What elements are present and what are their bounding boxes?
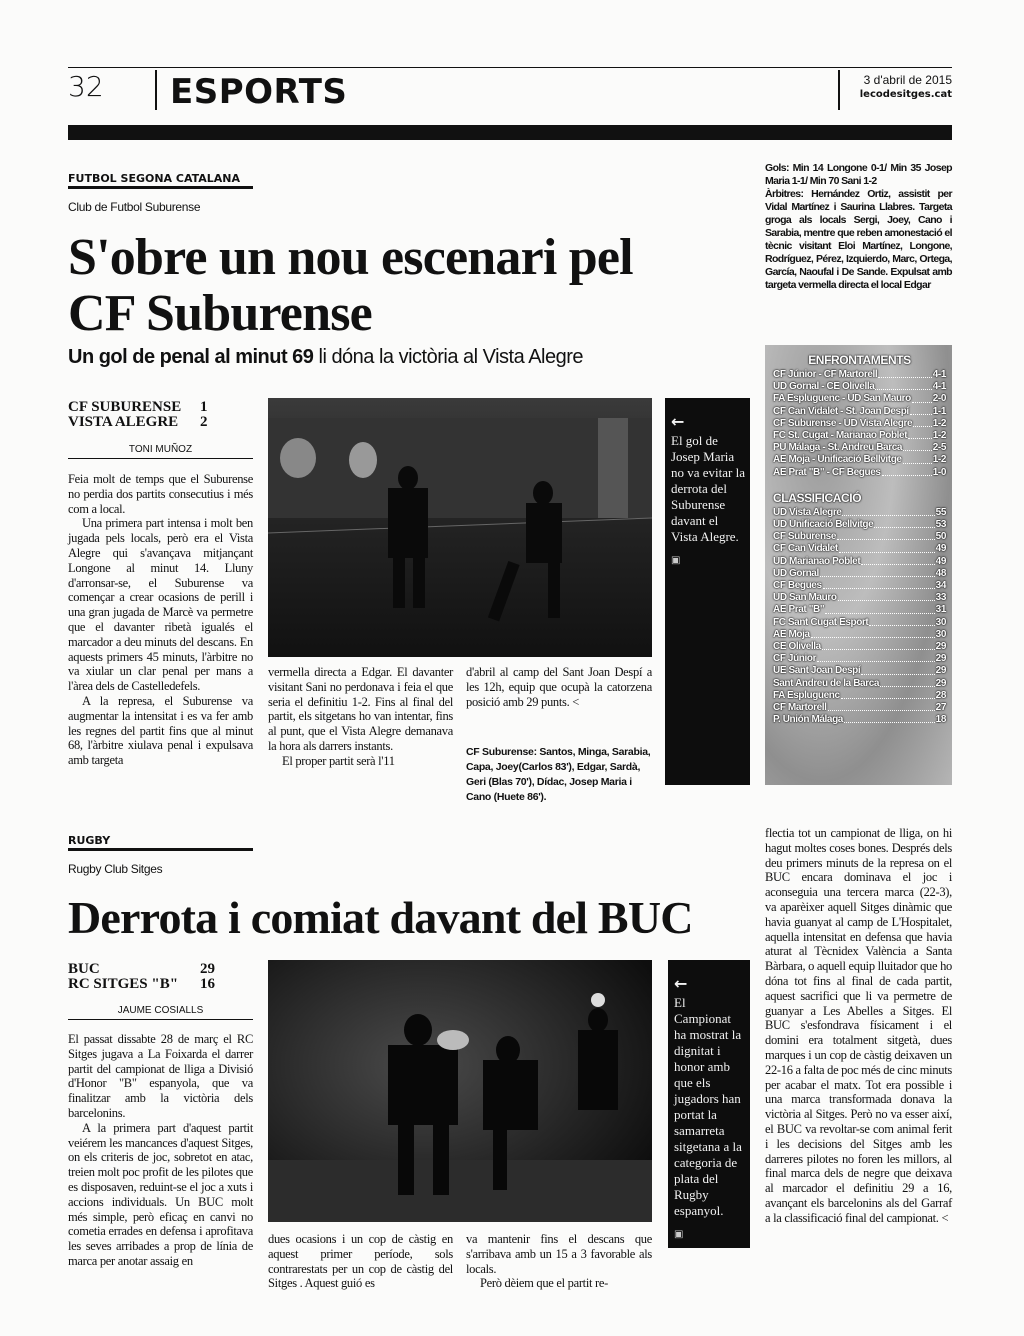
standing-row [773, 592, 946, 604]
standing-name: FC Sant Cugat Esport [773, 616, 869, 628]
standing-value: 18 [935, 714, 946, 726]
standing-name: AE Prat "B" [773, 604, 825, 616]
standing-value: 34 [935, 580, 946, 592]
paragraph: dues ocasions i un cop de càstig en aquest primer període, sols contrarestats per un cop de càstig del Sitges . Aquest guió es [268, 1232, 453, 1291]
standings-title: CLASSIFICACIÓ [773, 490, 862, 505]
standing-row [773, 568, 946, 580]
team-name: CF SUBURENSE [68, 399, 182, 415]
paragraph: A la represa, el Suburense va augmentar la intensitat i es va fer amb les regnes del partit fins que al minut 68, l'àrbitre xiulava penal i expulsava amb targeta [68, 693, 253, 768]
match-row [773, 381, 946, 393]
article-column [466, 665, 652, 709]
paragraph: vermella directa a Edgar. El davanter visitant Sani no perdonava i feia el que seria el definitiu 1-2. Fins al final del partit, els sitgetans ho van intentar, fins al punt, que el Vista Alegre demanava la hora als darrers instants. [268, 665, 453, 753]
standing-row [773, 519, 946, 531]
dot-leader [861, 674, 934, 675]
standing-value: 29 [935, 641, 946, 653]
standing-value: 30 [935, 628, 946, 640]
standing-name: UD San Mauro [773, 592, 837, 604]
match-value: 1-1 [932, 405, 946, 417]
standing-name: CF Martorell [773, 702, 827, 714]
scoreboard [68, 962, 253, 992]
match-name: PU Málaga - St. Andreu Barca [773, 442, 903, 454]
header-black-bar [68, 125, 952, 140]
match-row [773, 467, 946, 479]
match-name: CF Júnior - CF Martorell [773, 369, 878, 380]
section-title: ESPORTS [170, 72, 348, 112]
goals-text: Gols: Min 14 Longone 0-1/ Min 35 Josep Maria 1-1/ Min 70 Sani 1-2 [765, 162, 952, 187]
article-category: FUTBOL SEGONA CATALANA [68, 172, 241, 185]
match-name: CF Can Vidalet - St. Joan Despí [773, 405, 909, 417]
article-headline: Derrota i comiat davant del BUC [68, 892, 693, 943]
photo-caption [665, 398, 750, 785]
matches-list [773, 369, 946, 479]
dot-leader [844, 722, 935, 723]
scoreboard [68, 400, 253, 430]
team-score: 16 [200, 976, 215, 992]
camera-icon: ▣ [671, 555, 681, 566]
match-row [773, 393, 946, 405]
arrow-left-icon: ← [671, 412, 685, 431]
standing-value: 30 [935, 616, 946, 628]
match-row [773, 430, 946, 442]
match-name: UD Gornal - CE Olivella [773, 381, 875, 393]
dot-leader [823, 588, 935, 589]
match-name: AE Prat "B" - CF Begues [773, 466, 881, 478]
subhead-bold: Un gol de penal al minut 69 [68, 346, 314, 368]
match-value: 1-0 [932, 466, 946, 478]
dot-leader [837, 539, 935, 540]
match-name: CF Suburense - UD Vista Alegre [773, 417, 913, 429]
standing-name: AE Moja [773, 628, 810, 640]
standing-row [773, 690, 946, 702]
standing-name: CF Júnior [773, 653, 817, 665]
match-details [765, 162, 952, 292]
header-divider [838, 70, 840, 110]
standing-value: 53 [935, 519, 946, 531]
article-headline [68, 230, 633, 342]
dot-leader [820, 576, 935, 577]
dot-leader [913, 426, 932, 427]
standings-list [773, 507, 946, 727]
match-photo [268, 398, 652, 657]
match-value: 2-0 [932, 393, 946, 405]
team-name: BUC [68, 961, 100, 977]
arrow-left-icon: ← [674, 974, 688, 993]
standing-name: P. Unión Málaga [773, 714, 843, 726]
dot-leader [841, 698, 935, 699]
standing-name: UD Unificació Bellvitge [773, 519, 874, 531]
byline: JAUME COSIALLS [68, 1005, 253, 1020]
match-name: FC St. Cugat - Marianao Poblet [773, 430, 908, 442]
match-row [773, 406, 946, 418]
article-category: RUGBY [68, 834, 111, 847]
standing-value: 27 [935, 702, 946, 714]
standing-value: 29 [935, 653, 946, 665]
match-name: FA Espluguenc - UD San Mauro [773, 393, 911, 405]
article-subhead [68, 346, 583, 369]
standing-row [773, 543, 946, 555]
dot-leader [875, 389, 931, 390]
standing-row [773, 653, 946, 665]
dot-leader [869, 625, 934, 626]
dot-leader [839, 552, 935, 553]
standing-value: 50 [935, 531, 946, 543]
dot-leader [882, 475, 932, 476]
standing-name: FA Espluguenc [773, 689, 840, 701]
matches-title: ENFRONTAMENTS [808, 353, 911, 367]
header-divider [155, 70, 157, 110]
standing-row [773, 641, 946, 653]
match-value: 2-5 [932, 442, 946, 454]
dot-leader [861, 564, 934, 565]
standing-value: 31 [935, 604, 946, 616]
standing-value: 29 [935, 665, 946, 677]
dot-leader [822, 649, 935, 650]
team-score: 29 [200, 961, 215, 977]
standing-value: 29 [935, 677, 946, 689]
camera-icon: ▣ [674, 1229, 684, 1240]
standing-value: 49 [935, 543, 946, 555]
issue-date: 3 d'abril de 2015 [863, 73, 952, 87]
standing-name: CF Begues [773, 580, 822, 592]
dot-leader [817, 661, 935, 662]
article-column [68, 1032, 253, 1269]
match-row [773, 418, 946, 430]
score-row [68, 977, 253, 992]
standing-row [773, 702, 946, 714]
dot-leader [903, 463, 932, 464]
standing-value: 55 [935, 506, 946, 518]
team-name: RC SITGES "B" [68, 976, 179, 992]
photo-rugby-players [268, 960, 652, 1222]
team-name: VISTA ALEGRE [68, 414, 179, 430]
headline-line: S'obre un nou escenari pel [68, 229, 633, 286]
standing-value: 49 [935, 555, 946, 567]
paragraph: Una primera part intensa i molt ben jugada pels locals, però era el Vista Alegre qui s'avançava mitjançant Longone al minut 14. Lluny d'arronsar-se, el Suburense va començar a crear ocasions de perill i una gran jugada de Marcè va permetre que el davanter ribetà igualés el marcador a deu minuts del descans. En aquests primers 45 minuts, l'àrbitre no va xiular un clar penal per mans a l'àrea dels de Castelledefels. [68, 516, 253, 694]
standing-name: CF Can Vidalet [773, 543, 838, 555]
standing-value: 33 [935, 592, 946, 604]
dot-leader [838, 600, 935, 601]
dot-leader [878, 377, 931, 378]
category-rule [68, 848, 253, 851]
match-row [773, 369, 946, 381]
dot-leader [874, 527, 934, 528]
paragraph: Feia molt de temps que el Suburense no perdia dos partits consecutius i més com a local. [68, 472, 253, 516]
article-column [765, 826, 952, 1226]
article-column [466, 1232, 652, 1291]
match-value: 1-2 [932, 454, 946, 466]
referees-text: Àrbitres: Hernández Ortiz, assistit per Vidal Martínez i Saurina Llabres. Targeta groga als locals Sergi, Joey, Cano i Sarabia, mentre que reben amonestació el tècnic visitant Eloi Martínez, Longone, Rodríguez, Pérez, Izquierdo, Marc, Ortega, García, Naoufal i De Sande. Expulsat amb targeta vermella directa el local Edgar [765, 188, 952, 291]
photo-football-players [268, 398, 652, 657]
score-row [68, 415, 253, 430]
paragraph: flectia tot un campionat de lliga, on hi hagut moltes coses bones. Després dels deu primers minuts de la represa on el BUC encara dominava el joc i aconseguia una tercera marca (22-3), va aparèixer aquell Sitges dinàmic que havia guanyat al camp de L'Hospitalet, aquella intensitat en defensa que havia aturat al Tècnidex València a Santa Bàrbara, o aquell equip lluitador que ho dóna tot fins al final de cada partit, aquest sacrifici que li va permetre de guanyar a Les Abelles a Sitges. El BUC s'esfondrava físicament i el domini era totalment sitgetà, dues marques i un cop de càstig deixaven un 22-16 a falta de poc més de cinc minuts per acabar el matx. Tot era possible i una marca transformada donava la victòria al Sitges. Però no va esser així, el BUC va revoltar-se com animal ferit i les decisions del Sitges amb les darreres pilotes no foren les millors, al final marca dels de negre que deixava al marcador el definitiu 29 a 16, avançant els barcelonins als del Garraf a la classificació final del campionat. < [765, 826, 952, 1225]
standing-row [773, 580, 946, 592]
match-value: 1-2 [932, 417, 946, 429]
standing-row [773, 507, 946, 519]
header-top-rule [68, 67, 952, 68]
match-row [773, 454, 946, 466]
paragraph: El proper partit serà l'11 [282, 753, 395, 768]
caption-text: El Campionat ha mostrat la dignitat i honor amb que els jugadors han portat la samarreta sitgetana a la categoria de plata del Rugby espanyol. [674, 995, 742, 1218]
headline-line: CF Suburense [68, 285, 372, 342]
byline: TONI MUÑOZ [68, 444, 253, 459]
standing-value: 48 [935, 567, 946, 579]
page-number: 32 [68, 70, 104, 103]
paragraph: El passat dissabte 28 de març el RC Sitges jugava a La Foixarda el darrer partit del campionat de lliga a Divisió d'Honor "B" espanyola, que va finalitzar amb la victòria dels barcelonins. [68, 1032, 253, 1120]
team-score: 2 [200, 414, 208, 430]
dot-leader [903, 450, 932, 451]
dot-leader [912, 402, 932, 403]
dot-leader [910, 414, 932, 415]
standing-row [773, 604, 946, 616]
standing-row [773, 678, 946, 690]
dot-leader [825, 613, 934, 614]
standing-row [773, 531, 946, 543]
article-club: Club de Futbol Suburense [68, 200, 201, 214]
match-photo [268, 960, 652, 1222]
standing-name: Sant Andreu de la Barca [773, 677, 880, 689]
photo-caption [668, 960, 750, 1248]
standing-name: UD Marianao Poblet [773, 555, 861, 567]
dot-leader [880, 686, 935, 687]
standing-name: UD Gornal [773, 567, 819, 579]
standing-row [773, 556, 946, 568]
article-column [268, 1232, 453, 1291]
caption-text: El gol de Josep Maria no va evitar la derrota del Suburense davant el Vista Alegre. [671, 433, 745, 544]
paragraph: d'abril al camp del Sant Joan Despí a les 12h, equip que ocupà la catorzena posició amb 29 punts. < [466, 665, 652, 709]
article-club: Rugby Club Sitges [68, 862, 163, 876]
match-row [773, 442, 946, 454]
score-row [68, 400, 253, 415]
team-lineup: CF Suburense: Santos, Minga, Sarabia, Capa, Joey(Carlos 83'), Edgar, Sardà, Geri (Blas 70'), Dídac, Josep Maria i Cano (Huete 86'). [466, 746, 651, 803]
standing-row [773, 617, 946, 629]
match-name: AE Moja - Unificació Bellvitge [773, 454, 902, 466]
score-row [68, 962, 253, 977]
dot-leader [842, 515, 934, 516]
dot-leader [908, 438, 932, 439]
standing-value: 28 [935, 689, 946, 701]
article-column [268, 665, 453, 769]
site-url[interactable]: lecodesitges.cat [859, 89, 952, 100]
dot-leader [811, 637, 935, 638]
category-rule [68, 186, 253, 189]
paragraph: A la primera part d'aquest partit veiérem les mancances d'aquest Sitges, on els criteris de joc, sobretot en atac, treien molt poc profit de les pilotes que es disposaven, reduint-se el joc a xuts i accions individuals. Un BUC molt més simple, però eficaç en canvi no cometia errades en defensa i aprofitava les seves arribades a prop de línia de marca per anotar assaig en [68, 1120, 253, 1268]
standing-name: CE Olivella [773, 641, 821, 653]
paragraph: va mantenir fins el descans que s'arribava amb un 15 a 3 favorable als locals. [466, 1232, 652, 1276]
match-value: 1-2 [932, 430, 946, 442]
standing-row [773, 665, 946, 677]
match-value: 4-1 [932, 381, 946, 393]
article-column [68, 472, 253, 768]
standing-row [773, 629, 946, 641]
team-score: 1 [200, 399, 208, 415]
paragraph: Però dèiem que el partit re- [480, 1276, 609, 1291]
standing-name: CF Suburense [773, 531, 836, 543]
standing-name: UE Sant Joan Despí [773, 665, 861, 677]
standing-name: UD Vista Alegre [773, 506, 842, 518]
match-value: 4-1 [932, 369, 946, 380]
standing-row [773, 714, 946, 726]
subhead-rest: li dóna la victòria al Vista Alegre [313, 346, 584, 368]
league-stats-box [765, 345, 952, 785]
dot-leader [828, 710, 935, 711]
